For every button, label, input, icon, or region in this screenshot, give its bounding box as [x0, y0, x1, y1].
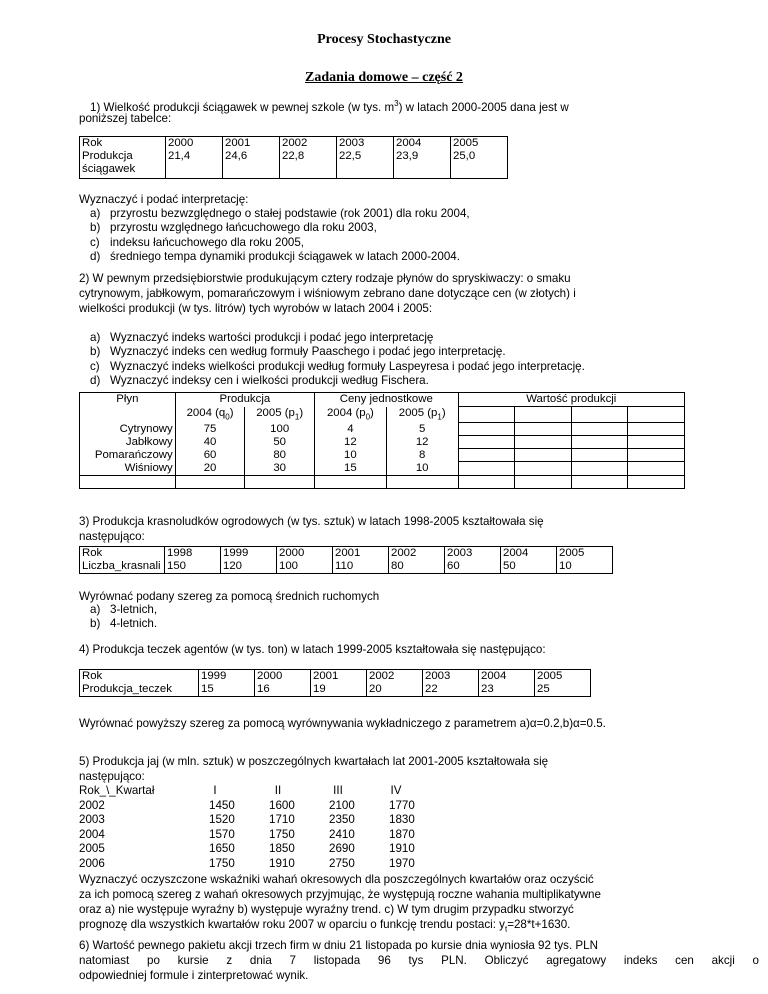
list-item: a) 3-letnich, — [90, 603, 158, 616]
egg-table: Rok_\_Kwartał I II III IV 2002 1450 1600 2100 1770 2003 1520 1710 2350 1830 2004 1570 1750 2410 1870 2005 1650 1850 2690 1910 2006 1750 1910 2750 1970 — [79, 784, 425, 872]
problem-2-task-list — [90, 331, 585, 388]
year-cell: 2000 — [166, 137, 223, 151]
list-item: d) średniego tempa dynamiki produkcji ściągawek w latach 2000-2004. — [90, 249, 460, 263]
year-cell: 2001 — [223, 137, 280, 151]
fluid-production-table — [79, 392, 685, 489]
table-row: Wiśniowy 20 30 15 10 — [80, 462, 685, 476]
problem-5-task: Wyznaczyć oczyszczone wskaźniki wahań okresowych dla poszczególnych kwartałów oraz oczyścić za ich pomocą szereg z wahań okresowych przyjmując, że występują roczne wahania multiplikatywne oraz a) nie występuje wyraźny b) występuje wyraźny trend. c) W tym drugim przypadku stworzyć prognozę dla wszystkich kwartałów roku 2007 w oparciu o funkcję trendu postaci: $y_t=28*t+1630$. — [79, 873, 601, 934]
problem-3-intro: 3) Produkcja krasnoludków ogrodowych (w tys. sztuk) w latach 1998-2005 kształtowała się następująco: — [79, 515, 544, 543]
value-cell: 22,8 — [280, 150, 337, 179]
problem-6-text: 6) Wartość pewnego pakietu akcji trzech firm w dniu 21 listopada po kursie dnia wyniosła 92 tys. PLN natomiast po kursie z dnia 7 listopada 96 tys PLN. Obliczyć agregatowy indeks cen akcji o odpowiedniej formule i zinterpretować wynik. — [79, 939, 759, 982]
list-item: c) Wyznaczyć indeks wielkości produkcji według formuły Laspeyresa i podać jego interpretację. — [90, 359, 585, 373]
list-item: d) Wyznaczyć indeksy cen i wielkości produkcji według Fischera. — [90, 373, 429, 387]
problem-1-intro-line2: poniższej tabelce: — [79, 112, 172, 125]
table-row: Pomarańczowy 60 80 10 8 — [80, 449, 685, 462]
list-item: b) Wyznaczyć indeks cen według formuły Paaschego i podać jego interpretację. — [90, 345, 506, 359]
list-item: b) przyrostu względnego łańcuchowego dla roku 2003, — [90, 221, 377, 235]
problem-3-task-list — [90, 603, 157, 632]
document-title: Procesy Stochastyczne — [317, 32, 451, 47]
header-plyn: Płyn — [80, 393, 176, 407]
production-table-1 — [79, 136, 508, 179]
year-cell: 2003 — [337, 137, 394, 151]
value-cell: 22,5 — [337, 150, 394, 179]
problem-1-intro: 1) Wielkość produkcji ściągawek w pewnej szkole (w tys. $m^3$) w latach 2000-2005 dana jest w — [90, 99, 569, 114]
subheader-q1: 2005 $(p_1)$ — [245, 407, 315, 423]
document-subtitle: Zadania domowe – część 2 — [305, 70, 463, 85]
header-wartosc: Wartość produkcji — [458, 393, 684, 407]
table-row: 2004 1570 1750 2410 1870 — [79, 827, 415, 841]
row-label-year: Rok — [80, 670, 199, 684]
table-row: 2003 1520 1710 2350 1830 — [79, 813, 415, 827]
row-label-production: Produkcja_teczek — [80, 683, 199, 697]
table-row: 2002 1450 1600 2100 1770 — [79, 798, 415, 812]
value-cell: 24,6 — [223, 150, 280, 179]
problem-4-intro: 4) Produkcja teczek agentów (w tys. ton) w latach 1999-2005 kształtowała się następująco: — [79, 643, 546, 656]
subheader-p0: 2004 $(p_0)$ — [314, 407, 386, 423]
table-row: 2005 1650 1850 2690 1910 — [79, 842, 415, 856]
header-ceny: Ceny jednostkowe — [314, 393, 458, 407]
subheader-p1: 2005 $(p_1)$ — [386, 407, 458, 423]
year-cell: 2002 — [280, 137, 337, 151]
table-row: Cytrynowy 75 100 4 5 — [80, 423, 685, 436]
problem-3-task-intro: Wyrównać podany szereg za pomocą średnich ruchomych — [79, 590, 380, 603]
year-cell: 2004 — [394, 137, 451, 151]
list-item: a) przyrostu bezwzględnego o stałej podstawie (rok 2001) dla roku 2004, — [90, 207, 470, 220]
table-row: 2006 1750 1910 2750 1970 — [79, 856, 415, 870]
problem-2-intro: 2) W pewnym przedsiębiorstwie produkującym cztery rodzaje płynów do spryskiwaczy: o smaku cytrynowym, jabłkowym, pomarańczowym i wiśniowym zebrano dane dotyczące cen (w złotych) i wielkości produkcji (w tys. litrów) tych wyrobów w latach 2004 i 2005: — [79, 272, 576, 315]
problem-1-task-list — [90, 207, 470, 264]
problem-5-intro: 5) Produkcja jaj (w mln. sztuk) w poszczególnych kwartałach lat 2001-2005 kształtowała się następująco: — [79, 755, 549, 783]
year-cell: 2005 — [451, 137, 508, 151]
value-cell: 23,9 — [394, 150, 451, 179]
row-label-count: Liczba_krasnali — [80, 560, 165, 574]
problem-1-task-intro: Wyznaczyć i podać interpretację: — [79, 193, 249, 206]
value-cell: 25,0 — [451, 150, 508, 179]
problem-4-task: Wyrównać powyższy szereg za pomocą wyrównywania wykładniczego z parametrem a)α=0.2,b)α=0.5. — [79, 717, 606, 730]
list-item: a) Wyznaczyć indeks wartości produkcji i podać jego interpretację — [90, 331, 434, 344]
folder-table: Rok 1999 2000 2001 2002 2003 2004 2005 Produkcja_teczek 15 16 19 20 22 23 25 — [79, 669, 591, 697]
row-label-year: Rok — [80, 547, 165, 561]
value-cell: 21,4 — [166, 150, 223, 179]
header-produkcja: Produkcja — [175, 393, 314, 407]
gnome-table: Rok 1998 1999 2000 2001 2002 2003 2004 2005 Liczba_krasnali 150 120 100 110 80 60 50 10 — [79, 546, 613, 574]
list-item: c) indeksu łańcuchowego dla roku 2005, — [90, 235, 305, 249]
subheader-q0: 2004 $(q_0)$ — [175, 407, 245, 423]
row-label-year: Rok — [80, 137, 166, 151]
list-item: b) 4-letnich. — [90, 617, 158, 631]
row-label-production: Produkcja ściągawek — [80, 150, 166, 179]
table-row-empty — [80, 475, 685, 488]
table-row: Jabłkowy 40 50 12 12 — [80, 436, 685, 449]
